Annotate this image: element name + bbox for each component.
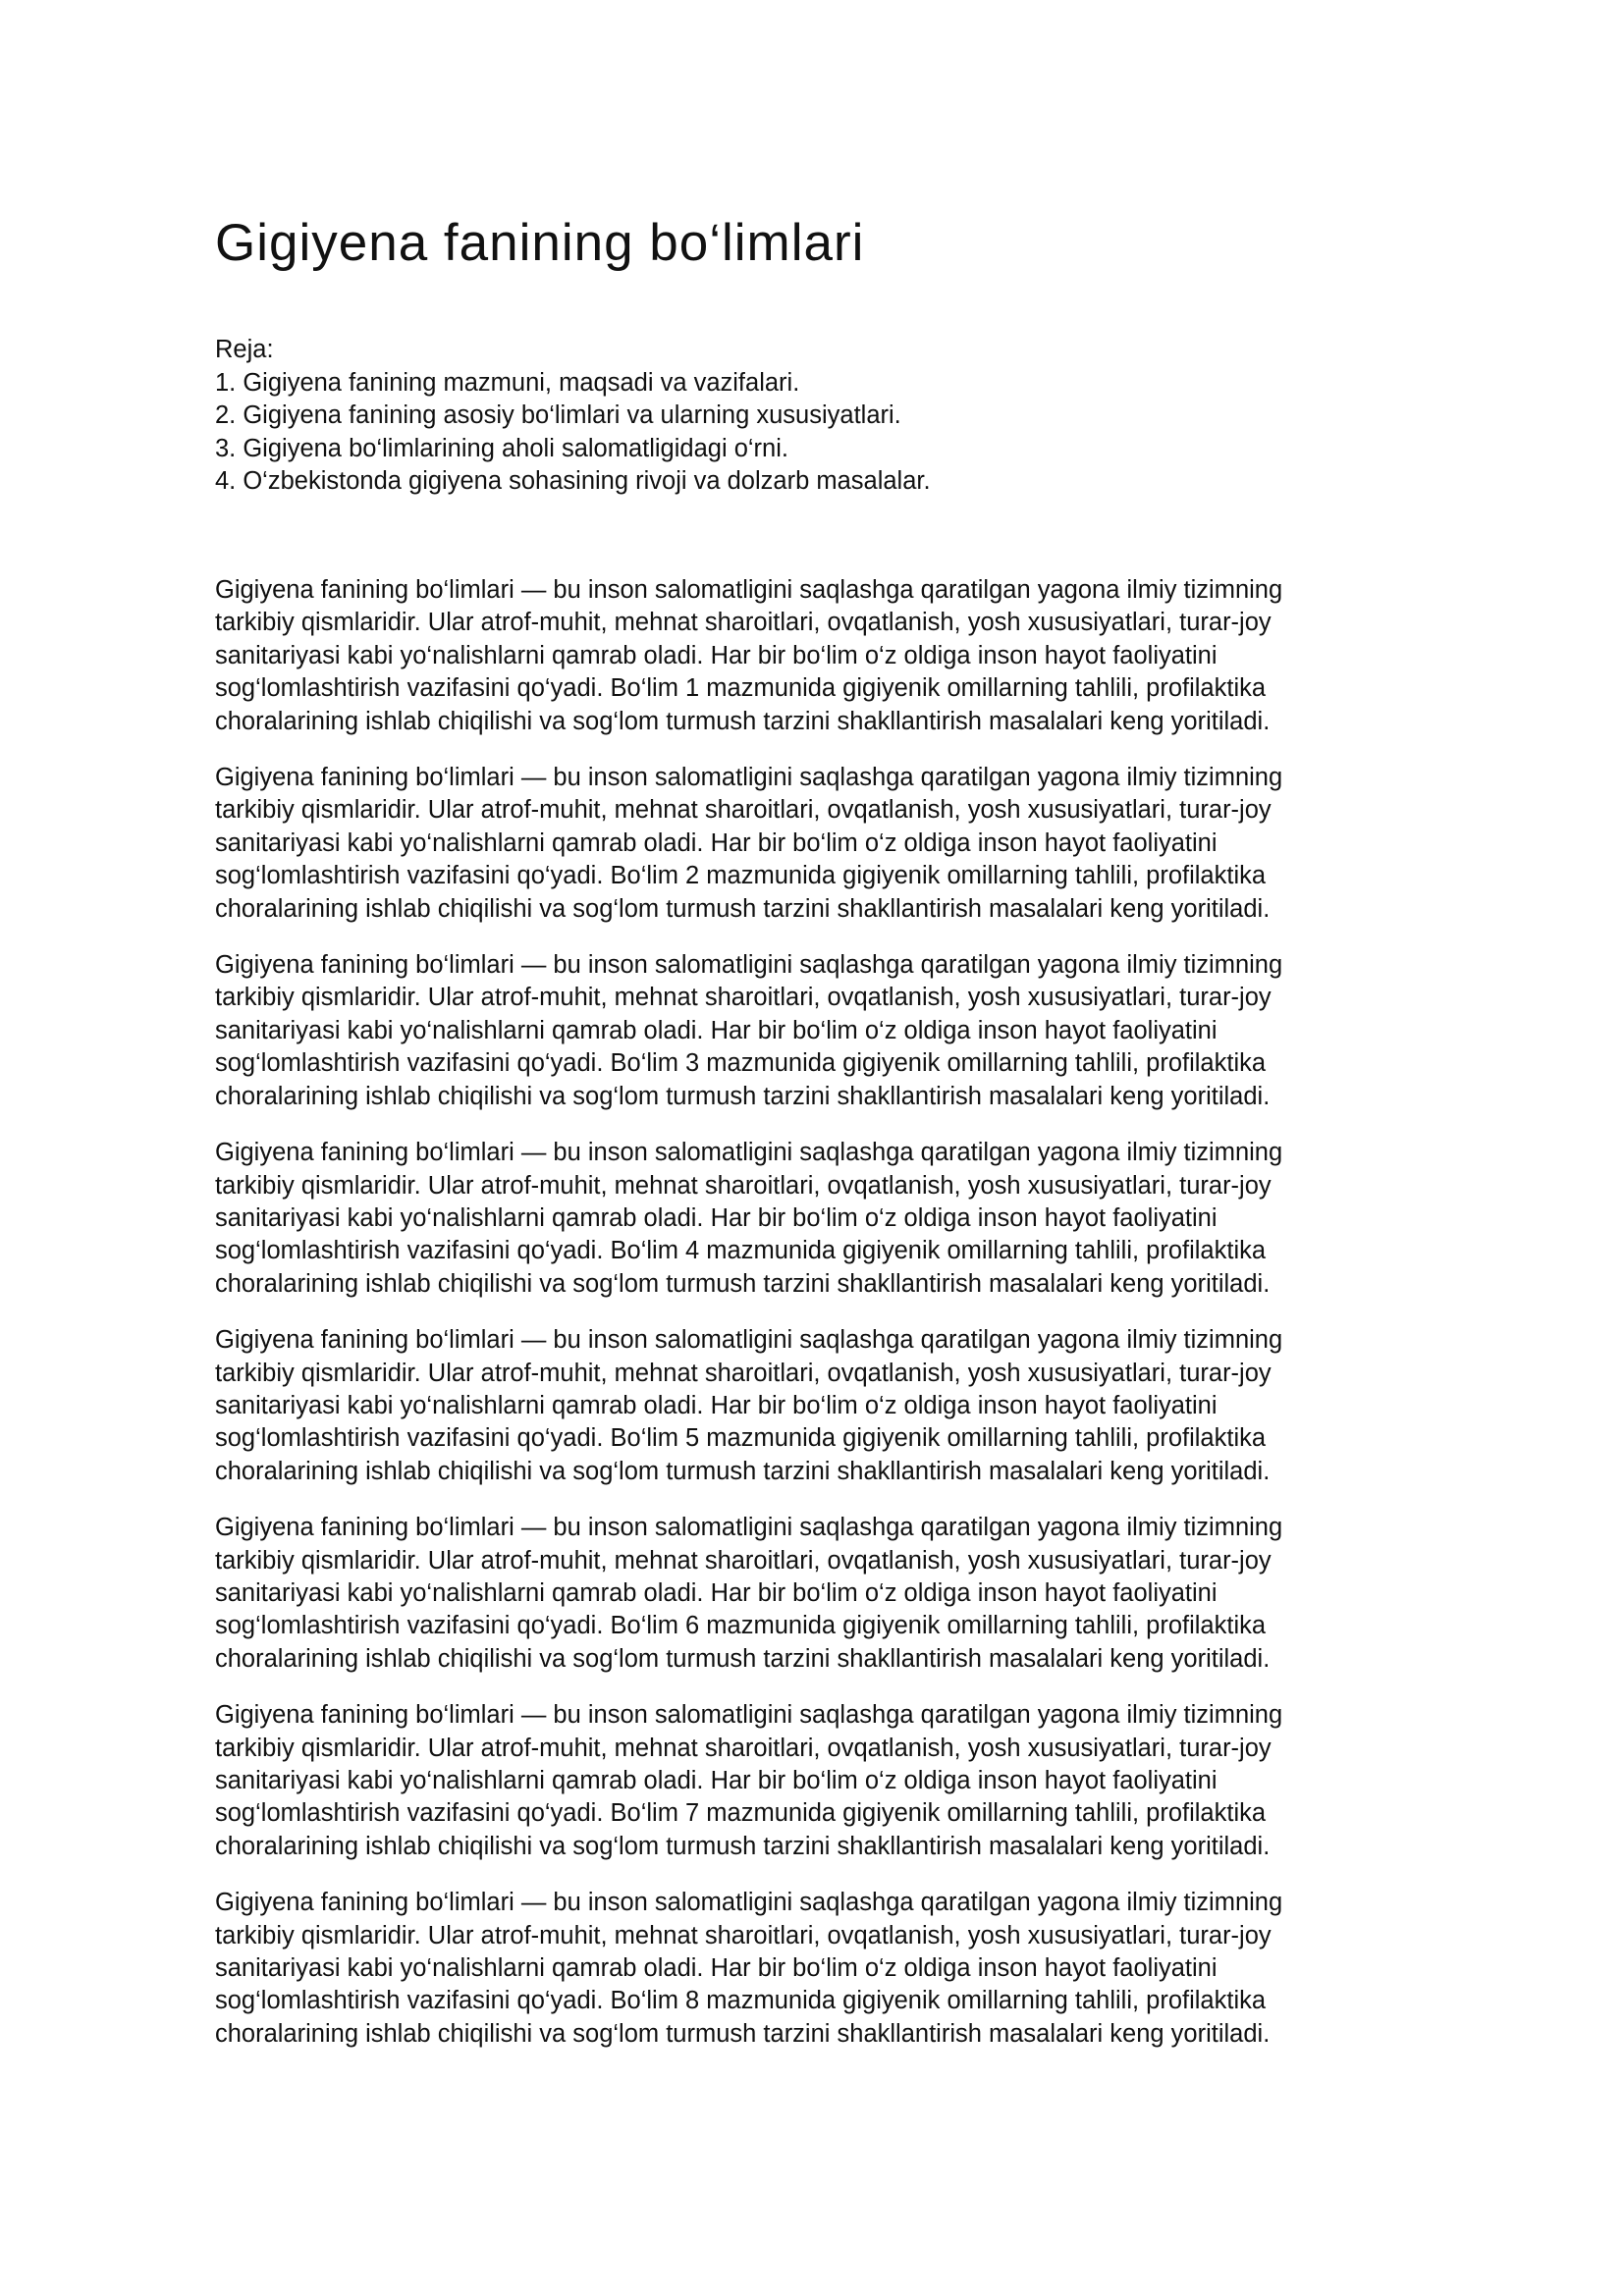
body-paragraph	[215, 1699, 1282, 1863]
paragraph-line: sanitariyasi kabi yo‘nalishlarni qamrab oladi. Har bir bo‘lim o‘z oldiga inson hayot faoliyatini	[215, 1391, 1218, 1419]
body-paragraph	[215, 762, 1282, 926]
paragraph-line: tarkibiy qismlaridir. Ular atrof-muhit, mehnat sharoitlari, ovqatlanish, yosh xususiyatlari, turar-joy	[215, 1546, 1272, 1575]
paragraph-line: choralarining ishlab chiqilishi va sog‘lom turmush tarzini shakllantirish masalalari keng yoritiladi.	[215, 1269, 1271, 1298]
paragraph-line: tarkibiy qismlaridir. Ular atrof-muhit, mehnat sharoitlari, ovqatlanish, yosh xususiyatlari, turar-joy	[215, 1359, 1272, 1387]
paragraph-line: Gigiyena fanining bo‘limlari — bu inson salomatligini saqlashga qaratilgan yagona ilmiy tizimning	[215, 1889, 1283, 1917]
paragraph-line: sog‘lomlashtirish vazifasini qo‘yadi. Bo‘lim 3 mazmunida gigiyenik omillarning tahlili, profilaktika	[215, 1049, 1267, 1078]
paragraph-line: Gigiyena fanining bo‘limlari — bu inson salomatligini saqlashga qaratilgan yagona ilmiy tizimning	[215, 951, 1283, 980]
paragraph-line: sanitariyasi kabi yo‘nalishlarni qamrab oladi. Har bir bo‘lim o‘z oldiga inson hayot faoliyatini	[215, 828, 1218, 857]
body-paragraph	[215, 1137, 1282, 1301]
paragraph-line: Gigiyena fanining bo‘limlari — bu inson salomatligini saqlashga qaratilgan yagona ilmiy tizimning	[215, 1514, 1283, 1542]
paragraph-line: tarkibiy qismlaridir. Ular atrof-muhit, mehnat sharoitlari, ovqatlanish, yosh xususiyatlari, turar-joy	[215, 1171, 1272, 1200]
paragraph-line: choralarining ishlab chiqilishi va sog‘lom turmush tarzini shakllantirish masalalari keng yoritiladi.	[215, 1457, 1271, 1485]
paragraph-line: sanitariyasi kabi yo‘nalishlarni qamrab oladi. Har bir bo‘lim o‘z oldiga inson hayot faoliyatini	[215, 1016, 1218, 1044]
paragraph-line: tarkibiy qismlaridir. Ular atrof-muhit, mehnat sharoitlari, ovqatlanish, yosh xususiyatlari, turar-joy	[215, 1921, 1272, 1949]
paragraph-line: sog‘lomlashtirish vazifasini qo‘yadi. Bo‘lim 2 mazmunida gigiyenik omillarning tahlili, profilaktika	[215, 862, 1267, 890]
paragraph-line: sog‘lomlashtirish vazifasini qo‘yadi. Bo‘lim 5 mazmunida gigiyenik omillarning tahlili, profilaktika	[215, 1424, 1267, 1453]
paragraph-line: sanitariyasi kabi yo‘nalishlarni qamrab oladi. Har bir bo‘lim o‘z oldiga inson hayot faoliyatini	[215, 1954, 1218, 1983]
body-paragraph	[215, 574, 1282, 738]
paragraph-line: sog‘lomlashtirish vazifasini qo‘yadi. Bo‘lim 8 mazmunida gigiyenik omillarning tahlili, profilaktika	[215, 1987, 1267, 2015]
paragraph-line: sog‘lomlashtirish vazifasini qo‘yadi. Bo‘lim 4 mazmunida gigiyenik omillarning tahlili, profilaktika	[215, 1237, 1267, 1265]
body-text	[215, 574, 1282, 2074]
paragraph-line: Gigiyena fanining bo‘limlari — bu inson salomatligini saqlashga qaratilgan yagona ilmiy tizimning	[215, 1326, 1283, 1355]
plan-item: 2. Gigiyena fanining asosiy bo‘limlari va ularning xususiyatlari.	[215, 401, 901, 429]
document-title: Gigiyena fanining bo‘limlari	[215, 214, 865, 272]
plan-item: 3. Gigiyena bo‘limlarining aholi salomatligidagi o‘rni.	[215, 434, 788, 462]
plan-heading: Reja:	[215, 336, 274, 363]
paragraph-line: sog‘lomlashtirish vazifasini qo‘yadi. Bo‘lim 1 mazmunida gigiyenik omillarning tahlili, profilaktika	[215, 674, 1267, 703]
body-paragraph	[215, 1887, 1282, 2051]
paragraph-line: Gigiyena fanining bo‘limlari — bu inson salomatligini saqlashga qaratilgan yagona ilmiy tizimning	[215, 764, 1283, 792]
paragraph-line: choralarining ishlab chiqilishi va sog‘lom turmush tarzini shakllantirish masalalari keng yoritiladi.	[215, 1082, 1271, 1110]
body-paragraph	[215, 949, 1282, 1113]
paragraph-line: Gigiyena fanining bo‘limlari — bu inson salomatligini saqlashga qaratilgan yagona ilmiy tizimning	[215, 1139, 1283, 1167]
paragraph-line: sanitariyasi kabi yo‘nalishlarni qamrab oladi. Har bir bo‘lim o‘z oldiga inson hayot faoliyatini	[215, 1767, 1218, 1794]
paragraph-line: tarkibiy qismlaridir. Ular atrof-muhit, mehnat sharoitlari, ovqatlanish, yosh xususiyatlari, turar-joy	[215, 609, 1272, 637]
plan-item: 4. O‘zbekistonda gigiyena sohasining rivoji va dolzarb masalalar.	[215, 467, 931, 495]
paragraph-line: tarkibiy qismlaridir. Ular atrof-muhit, mehnat sharoitlari, ovqatlanish, yosh xususiyatlari, turar-joy	[215, 984, 1272, 1012]
paragraph-line: choralarining ishlab chiqilishi va sog‘lom turmush tarzini shakllantirish masalalari keng yoritiladi.	[215, 894, 1271, 923]
paragraph-line: sog‘lomlashtirish vazifasini qo‘yadi. Bo‘lim 6 mazmunida gigiyenik omillarning tahlili, profilaktika	[215, 1612, 1267, 1640]
paragraph-line: choralarining ishlab chiqilishi va sog‘lom turmush tarzini shakllantirish masalalari keng yoritiladi.	[215, 707, 1271, 735]
body-paragraph	[215, 1512, 1282, 1676]
paragraph-line: choralarining ishlab chiqilishi va sog‘lom turmush tarzini shakllantirish masalalari keng yoritiladi.	[215, 2019, 1271, 2048]
paragraph-line: choralarining ishlab chiqilishi va sog‘lom turmush tarzini shakllantirish masalalari keng yoritiladi.	[215, 1644, 1271, 1673]
paragraph-line: tarkibiy qismlaridir. Ular atrof-muhit, mehnat sharoitlari, ovqatlanish, yosh xususiyatlari, turar-joy	[215, 1734, 1272, 1762]
plan-section	[215, 334, 931, 499]
paragraph-line: sog‘lomlashtirish vazifasini qo‘yadi. Bo‘lim 7 mazmunida gigiyenik omillarning tahlili, profilaktika	[215, 1799, 1267, 1828]
paragraph-line: sanitariyasi kabi yo‘nalishlarni qamrab oladi. Har bir bo‘lim o‘z oldiga inson hayot faoliyatini	[215, 641, 1218, 669]
paragraph-line: Gigiyena fanining bo‘limlari — bu inson salomatligini saqlashga qaratilgan yagona ilmiy tizimning	[215, 576, 1283, 604]
paragraph-line: tarkibiy qismlaridir. Ular atrof-muhit, mehnat sharoitlari, ovqatlanish, yosh xususiyatlari, turar-joy	[215, 796, 1272, 825]
paragraph-line: choralarining ishlab chiqilishi va sog‘lom turmush tarzini shakllantirish masalalari keng yoritiladi.	[215, 1832, 1271, 1860]
plan-item: 1. Gigiyena fanining mazmuni, maqsadi va vazifalari.	[215, 368, 800, 397]
paragraph-line: Gigiyena fanining bo‘limlari — bu inson salomatligini saqlashga qaratilgan yagona ilmiy tizimning	[215, 1701, 1283, 1730]
body-paragraph	[215, 1324, 1282, 1488]
paragraph-line: sanitariyasi kabi yo‘nalishlarni qamrab oladi. Har bir bo‘lim o‘z oldiga inson hayot faoliyatini	[215, 1203, 1218, 1232]
paragraph-line: sanitariyasi kabi yo‘nalishlarni qamrab oladi. Har bir bo‘lim o‘z oldiga inson hayot faoliyatini	[215, 1578, 1218, 1607]
